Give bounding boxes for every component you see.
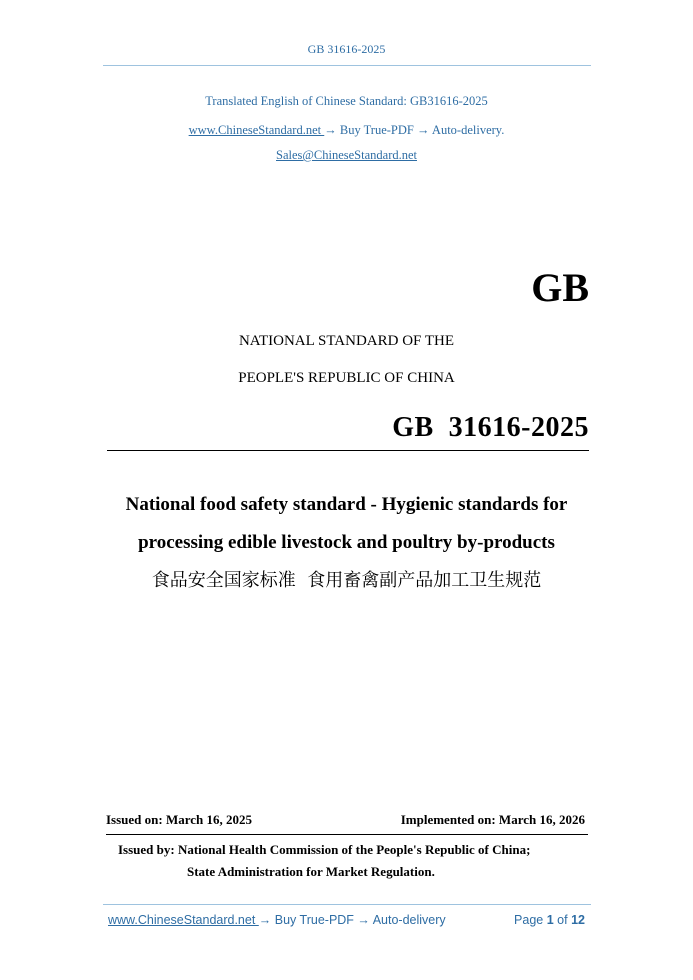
issued-by-line1: Issued by: National Health Commission of the People's Republic of China;	[118, 842, 531, 857]
translated-notice: Translated English of Chinese Standard: GB31616-2025	[205, 94, 488, 108]
header-divider	[103, 65, 591, 66]
buy-text: → Buy True-PDF → Auto-delivery.	[324, 123, 505, 137]
purchase-links-line	[0, 123, 693, 138]
national-standard-line1: NATIONAL STANDARD OF THE	[238, 333, 455, 349]
page-label: Page	[514, 913, 544, 927]
standard-number-divider	[107, 450, 589, 451]
footer-divider	[103, 904, 591, 905]
standard-number: GB 31616-2025	[392, 412, 589, 443]
dates-divider	[106, 834, 588, 835]
sales-email-link[interactable]: Sales@ChineseStandard.net	[276, 148, 417, 162]
title-cn: 食品安全国家标准 食用畜禽副产品加工卫生规范	[151, 570, 542, 591]
issued-on-date: Issued on: March 16, 2025	[106, 812, 253, 827]
title-en-line1: National food safety standard - Hygienic standards for	[125, 494, 568, 515]
national-standard-line2: PEOPLE'S REPUBLIC OF CHINA	[238, 370, 455, 386]
page-total: 12	[571, 913, 585, 927]
footer-buy-text: → Buy True-PDF → Auto-delivery	[258, 913, 446, 927]
sales-email-line	[0, 148, 693, 163]
footer-site-link[interactable]: www.ChineseStandard.net	[108, 913, 259, 927]
header-standard-code: GB 31616-2025	[307, 42, 386, 56]
issued-by-line2: State Administration for Market Regulation.	[187, 864, 435, 879]
site-link[interactable]: www.ChineseStandard.net	[188, 123, 325, 137]
gb-mark: GB	[531, 265, 589, 310]
page-of: of	[557, 913, 568, 927]
page-current: 1	[546, 913, 554, 927]
footer-purchase-links	[108, 913, 446, 927]
page-indicator	[514, 913, 585, 927]
implemented-on-date: Implemented on: March 16, 2026	[400, 812, 585, 827]
title-en-line2: processing edible livestock and poultry by-products	[138, 532, 555, 553]
